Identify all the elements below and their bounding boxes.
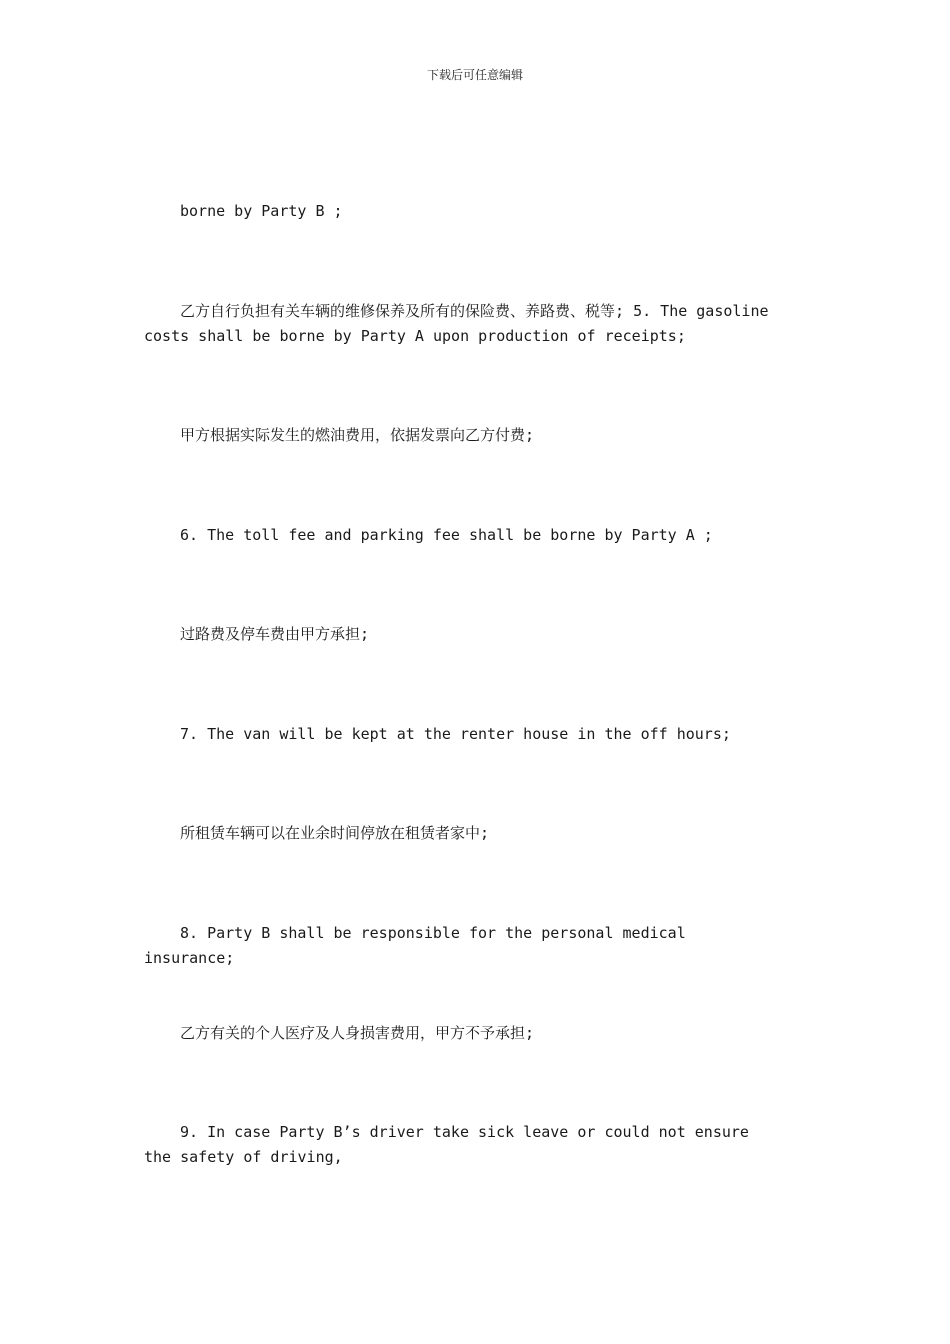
paragraph-6: 7. The van will be kept at the renter house in the off hours;	[180, 725, 731, 743]
paragraph-8: 8. Party B shall be responsible for the personal medical insurance;	[144, 924, 695, 967]
paragraph-2: 乙方自行负担有关车辆的维修保养及所有的保险费、养路费、税等; 5. The gasoline costs shall be borne by Party A upon production of receipts;	[144, 302, 778, 345]
paragraph-1: borne by Party B ;	[180, 202, 343, 220]
paragraph-7: 所租赁车辆可以在业余时间停放在租赁者家中;	[180, 824, 490, 842]
page-header: 下载后可任意编辑	[426, 68, 523, 82]
paragraph-9: 乙方有关的个人医疗及人身损害费用，甲方不予承担;	[180, 1024, 535, 1042]
paragraph-4: 6. The toll fee and parking fee shall be borne by Party A ;	[180, 526, 713, 544]
paragraph-10: 9. In case Party B’s driver take sick leave or could not ensure the safety of driving,	[144, 1123, 758, 1166]
paragraph-3: 甲方根据实际发生的燃油费用，依据发票向乙方付费;	[180, 426, 535, 444]
paragraph-5: 过路费及停车费由甲方承担;	[180, 625, 370, 643]
